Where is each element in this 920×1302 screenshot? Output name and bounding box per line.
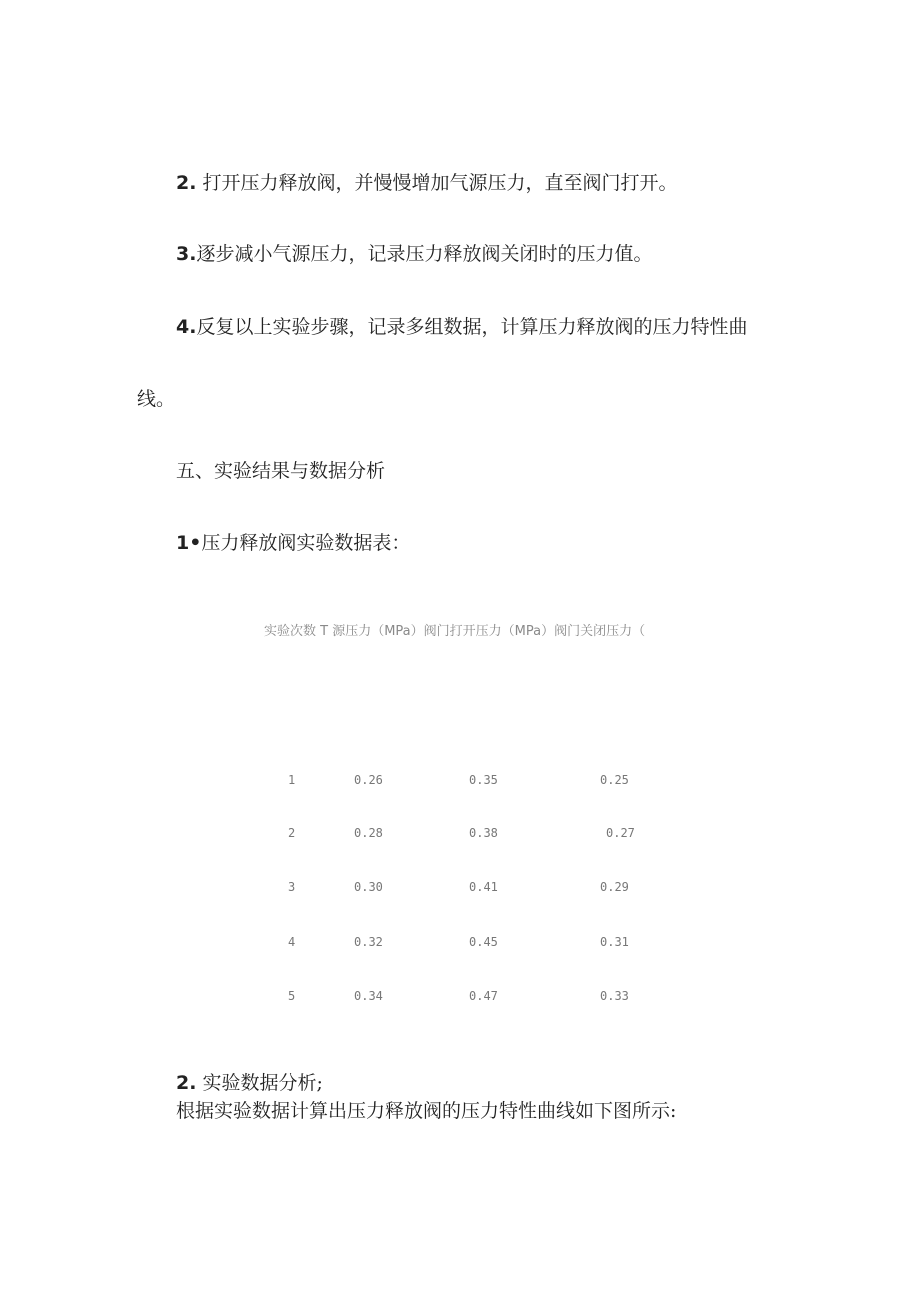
- step-4-number: 4.: [176, 316, 197, 338]
- cell-open-pressure: 0.45: [469, 935, 498, 949]
- cell-close-pressure: 0.25: [600, 773, 629, 787]
- cell-close-pressure: 0.31: [600, 935, 629, 949]
- analysis-title: 实验数据分析;: [196, 1072, 323, 1094]
- cell-source-pressure: 0.26: [354, 773, 383, 787]
- cell-source-pressure: 0.28: [354, 826, 383, 840]
- analysis-body: 根据实验数据计算出压力释放阀的压力特性曲线如下图所示:: [176, 1100, 677, 1122]
- cell-trial: 3: [288, 880, 296, 894]
- cell-trial: 4: [288, 935, 296, 949]
- step-2-text: 打开压力释放阀，并慢慢增加气源压力，直至阀门打开。: [196, 172, 678, 194]
- step-2: [176, 174, 678, 193]
- step-4: [176, 318, 747, 337]
- table-header: 实验次数 T 源压力（MPa）阀门打开压力（MPa）阀门关闭压力（: [264, 624, 646, 639]
- cell-trial: 1: [288, 773, 296, 787]
- table-caption-number: 1•: [176, 532, 202, 554]
- cell-open-pressure: 0.38: [469, 826, 498, 840]
- cell-trial: 2: [288, 826, 296, 840]
- cell-close-pressure: 0.29: [600, 880, 629, 894]
- analysis-heading: [176, 1074, 323, 1093]
- analysis-number: 2.: [176, 1072, 197, 1094]
- cell-trial: 5: [288, 989, 296, 1003]
- cell-open-pressure: 0.35: [469, 773, 498, 787]
- table-caption-text: 压力释放阀实验数据表：: [201, 532, 411, 554]
- cell-source-pressure: 0.30: [354, 880, 383, 894]
- step-2-number: 2.: [176, 172, 197, 194]
- step-3-text: 逐步减小气源压力，记录压力释放阀关闭时的压力值。: [196, 243, 653, 265]
- step-3-number: 3.: [176, 243, 197, 265]
- cell-open-pressure: 0.41: [469, 880, 498, 894]
- cell-close-pressure: 0.33: [600, 989, 629, 1003]
- step-3: [176, 245, 652, 264]
- section-5-title: 五、实验结果与数据分析: [176, 460, 386, 482]
- step-4-continuation: 线。: [137, 388, 176, 410]
- cell-open-pressure: 0.47: [469, 989, 498, 1003]
- cell-source-pressure: 0.32: [354, 935, 383, 949]
- table-caption: [176, 534, 410, 553]
- cell-source-pressure: 0.34: [354, 989, 383, 1003]
- cell-close-pressure: 0.27: [606, 826, 635, 840]
- step-4-text: 反复以上实验步骤，记录多组数据，计算压力释放阀的压力特性曲: [196, 316, 748, 338]
